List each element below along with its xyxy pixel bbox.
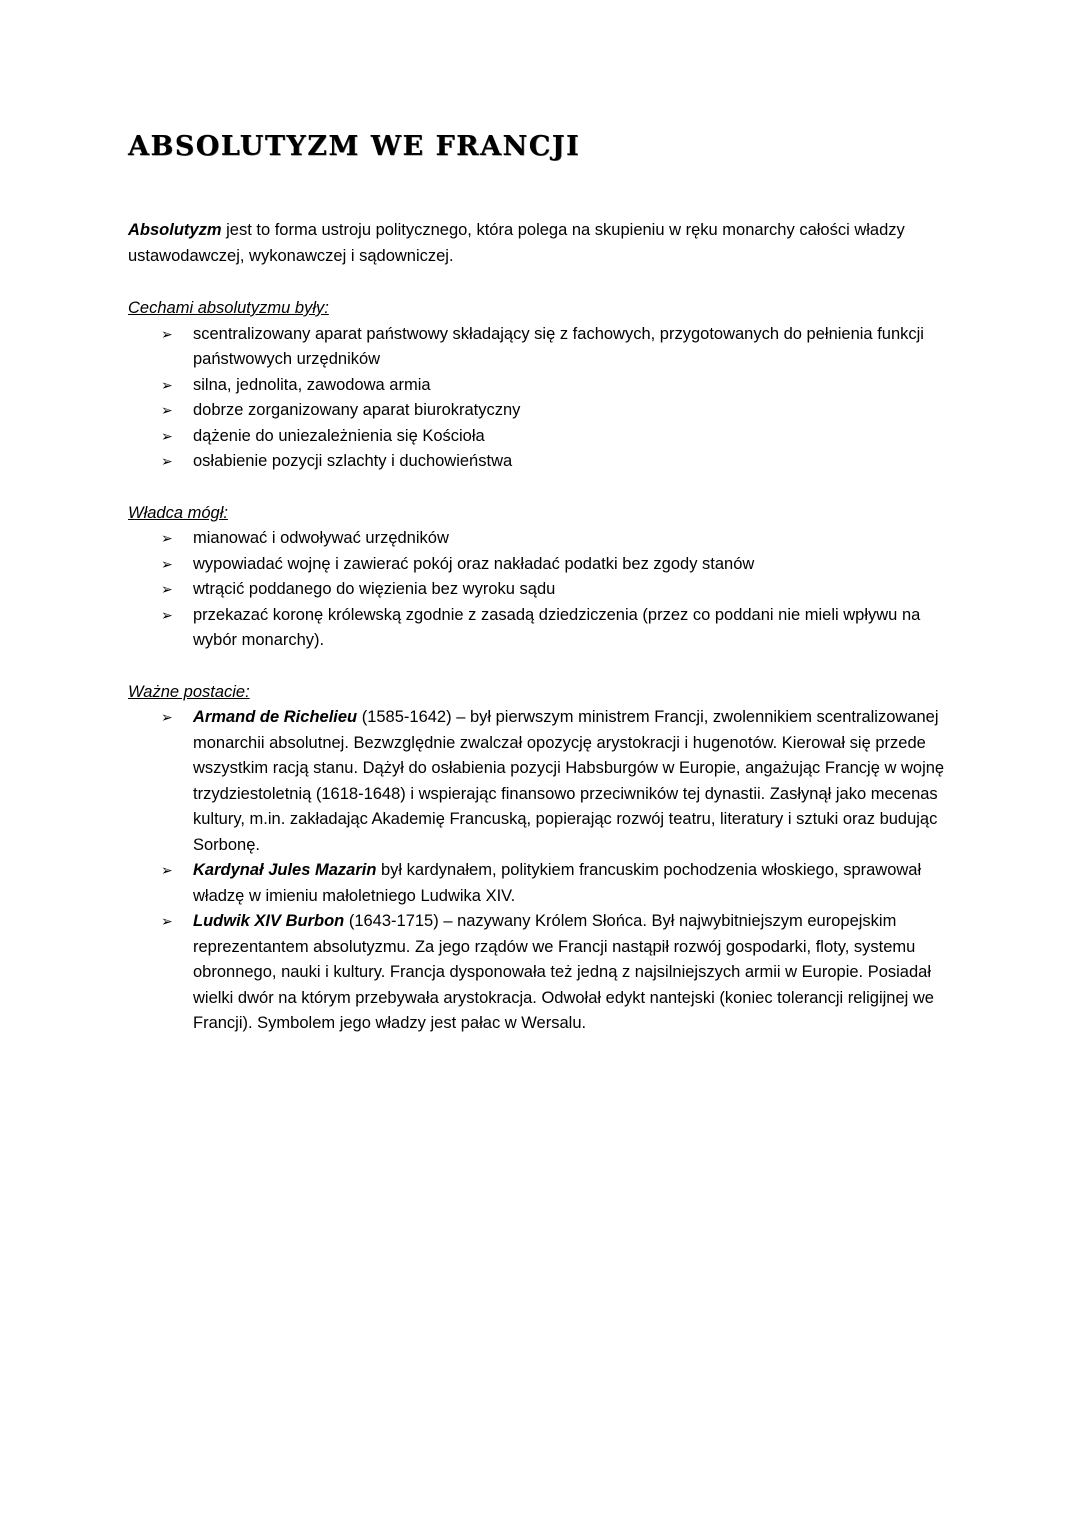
- list-item-text: wtrącić poddanego do więzienia bez wyroku sądu: [193, 580, 556, 598]
- list-item-text: wypowiadać wojnę i zawierać pokój oraz nakładać podatki bez zgody stanów: [193, 554, 755, 573]
- arrow-bullet-icon: ➢: [161, 530, 173, 546]
- list-item-text: scentralizowany aparat państwowy składający się z fachowych, przygotowanych do pełnienia funkcji państwowych urzędników: [193, 324, 924, 368]
- arrow-bullet-icon: ➢: [161, 862, 173, 878]
- list-item: [161, 398, 958, 424]
- list-item: [161, 373, 958, 399]
- intro-lead-term: Absolutyzm: [128, 221, 222, 239]
- list-item-text: przekazać koronę królewską zgodnie z zasadą dziedziczenia (przez co poddani nie mieli wpływu na wybór monarchy).: [193, 605, 921, 649]
- list-item-text: dobrze zorganizowany aparat biurokratyczny: [193, 401, 521, 419]
- section-important-figures: [128, 680, 958, 1037]
- list-item: [161, 705, 958, 858]
- list-item-text: (1585-1642) – był pierwszym ministrem Francji, zwolennikiem scentralizowanej monarchii absolutnej. Bezwzględnie zwalczał opozycję arystokracji i hugenotów. Kierował się przede wszystkim racją stanu. Dążył do osłabienia pozycji Habsburgów w Europie, angażując Francję w wojnę trzydziestoletnią (1618-1648) i wspierając finansowo przeciwników tej dynastii. Zasłynął jako mecenas kultury, m.in. zakładając Akademię Francuską, popierając rozwój teatru, literatury i sztuki oraz budując Sorbonę.: [193, 708, 945, 854]
- arrow-bullet-icon: ➢: [161, 402, 173, 418]
- list-item: [161, 909, 958, 1037]
- section-heading: Ważne postacie:: [128, 682, 250, 701]
- arrow-bullet-icon: ➢: [161, 555, 173, 572]
- arrow-bullet-icon: ➢: [161, 581, 173, 597]
- arrow-bullet-icon: ➢: [161, 376, 173, 393]
- list-item-text: silna, jednolita, zawodowa armia: [193, 375, 431, 394]
- bullet-list: [128, 322, 958, 475]
- list-item: [161, 858, 958, 909]
- person-name: Ludwik XIV Burbon: [193, 912, 345, 930]
- arrow-bullet-icon: ➢: [161, 709, 173, 725]
- document-content: [128, 132, 958, 1063]
- arrow-bullet-icon: ➢: [161, 427, 173, 444]
- list-item-text: mianować i odwoływać urzędników: [193, 529, 449, 547]
- page-title: ABSOLUTYZM WE FRANCJI: [128, 131, 581, 162]
- arrow-bullet-icon: ➢: [161, 606, 173, 623]
- list-item-text: osłabienie pozycji szlachty i duchowieństwa: [193, 452, 513, 470]
- list-item: [161, 577, 958, 603]
- list-item-text: dążenie do uniezależnienia się Kościoła: [193, 426, 485, 445]
- list-item-text: był kardynałem, politykiem francuskim pochodzenia włoskiego, sprawował władzę w imieniu małoletniego Ludwika XIV.: [193, 861, 922, 905]
- list-item: [161, 424, 958, 450]
- intro-paragraph: [128, 218, 958, 269]
- arrow-bullet-icon: ➢: [161, 453, 173, 469]
- arrow-bullet-icon: ➢: [161, 913, 173, 929]
- section-features: [128, 296, 958, 475]
- list-item: [161, 552, 958, 578]
- list-item: [161, 603, 958, 654]
- section-heading: Władca mógł:: [128, 503, 228, 522]
- section-ruler-powers: [128, 501, 958, 654]
- bullet-list: [128, 705, 958, 1037]
- intro-text: jest to forma ustroju politycznego, która polega na skupieniu w ręku monarchy całości władzy ustawodawczej, wykonawczej i sądowniczej.: [128, 221, 905, 265]
- list-item: [161, 322, 958, 373]
- list-item-text: (1643-1715) – nazywany Królem Słońca. Był najwybitniejszym europejskim reprezentantem absolutyzmu. Za jego rządów we Francji nastąpił rozwój gospodarki, floty, systemu obronnego, nauki i kultury. Francja dysponowała też jedną z najsilniejszych armii w Europie. Posiadał wielki dwór na którym przebywała arystokracja. Odwołał edykt nantejski (koniec tolerancji religijnej we Francji). Symbolem jego władzy jest pałac w Wersalu.: [193, 912, 934, 1032]
- list-item: [161, 449, 958, 475]
- section-heading: Cechami absolutyzmu były:: [128, 299, 329, 317]
- person-name: Armand de Richelieu: [193, 708, 358, 726]
- bullet-list: [128, 526, 958, 654]
- list-item: [161, 526, 958, 552]
- person-name: Kardynał Jules Mazarin: [193, 861, 377, 879]
- arrow-bullet-icon: ➢: [161, 325, 173, 342]
